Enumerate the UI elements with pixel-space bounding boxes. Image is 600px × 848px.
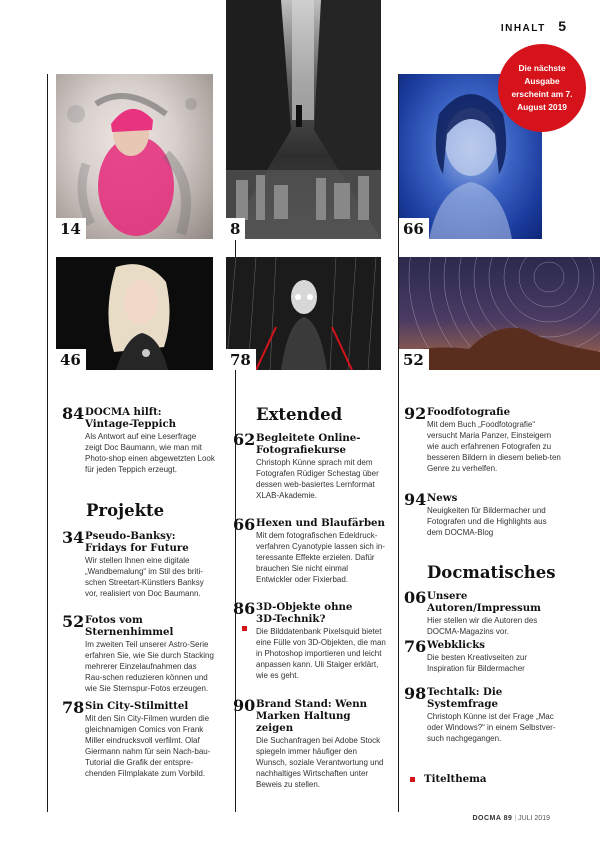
entry-description: Christoph Künne sprach mit dem Fotografen Rüdiger Schestag über dessen web-basiertes Lernformat XLAB-Akademie. xyxy=(256,458,379,500)
next-issue-text: Die nächste Ausgabe erscheint am 7. August 2019 xyxy=(511,63,573,112)
footer-magazine: DOCMA 89 xyxy=(472,815,513,822)
photo-page-number: 8 xyxy=(226,218,245,239)
running-header xyxy=(501,18,566,36)
toc-entry[interactable] xyxy=(62,406,222,475)
entry-title: Fotos vom Sternenhimmel xyxy=(85,614,174,638)
entry-title: Hexen und Blaufärben xyxy=(256,517,385,529)
photo-page-number: 14 xyxy=(56,218,86,239)
next-issue-badge xyxy=(498,44,586,132)
entry-description: Mit den Sin City-Filmen wurden die gleichnamigen Comics von Frank Miller eindrucksvoll verfilmt. Olaf Giermann nahm für sein Nach-bau-Tutorial die Grafik der entspre-chenden Filmplakate zum Vorbild. xyxy=(85,714,211,778)
photo-city-alley xyxy=(226,0,381,239)
toc-entry[interactable] xyxy=(404,686,574,744)
entry-title: 3D-Objekte ohne 3D-Technik? xyxy=(256,601,353,625)
entry-title: News xyxy=(427,492,458,504)
toc-entry[interactable] xyxy=(62,614,222,694)
entry-description: Wir stellen Ihnen eine digitale „Wandbemalung“ im Stil des briti-schen Streetart-Künstlers Banksy vor, realisiert von Doc Baumann. xyxy=(85,556,204,598)
woman-pink-beanie-illustration xyxy=(56,74,213,239)
footer xyxy=(472,815,550,822)
toc-entry[interactable] xyxy=(233,601,393,681)
section-heading-docmatisches: Docmatisches xyxy=(427,563,556,582)
entry-description: Die Bilddatenbank Pixelsquid bietet eine Fülle von 3D-Objekten, die man in Photoshop importieren und leicht anpassen kann. Uli Staiger erklärt, wie es geht. xyxy=(256,627,386,680)
footer-date: JULI 2019 xyxy=(518,815,550,822)
toc-entry[interactable] xyxy=(404,590,574,637)
toc-entry[interactable] xyxy=(404,492,574,538)
entry-page-number: 66 xyxy=(233,515,256,534)
entry-description: Im zweiten Teil unserer Astro-Serie erfahren Sie, wie Sie durch Stacking mehrerer Einzelaufnahmen das Rau-schen reduzieren können und wie Sie Sternspur-Fotos erzeugen. xyxy=(85,640,214,693)
city-alley-illustration xyxy=(226,0,381,239)
legend-titelthema xyxy=(410,773,486,785)
entry-title: Brand Stand: Wenn Marken Haltung zeigen xyxy=(256,698,368,734)
entry-page-number: 76 xyxy=(404,637,427,656)
entry-page-number: 78 xyxy=(62,698,85,717)
photo-page-number: 66 xyxy=(399,218,429,239)
page-number: 5 xyxy=(558,18,566,34)
entry-description: Mit dem Buch „Foodfotografie“ versucht Maria Panzer, Einsteigern wie auch erfahrenen Fotografen zu besseren Bildern in diesem belieb-ten Genre zu verhelfen. xyxy=(427,420,561,473)
section-heading-extended: Extended xyxy=(256,405,343,424)
photo-page-number: 52 xyxy=(399,349,429,370)
entry-page-number: 06 xyxy=(404,588,427,607)
entry-title: Begleitete Online-Fotografiekurse xyxy=(256,432,361,456)
section-label: INHALT xyxy=(500,23,546,34)
toc-entry[interactable] xyxy=(233,698,393,790)
toc-entry[interactable] xyxy=(62,700,222,779)
entry-description: Christoph Künne ist der Frage „Mac oder Windows?“ in einem Selbstver-such nachgegangen. xyxy=(427,712,556,743)
entry-title: Techtalk: Die Systemfrage xyxy=(427,686,503,710)
toc-entry[interactable] xyxy=(233,432,393,501)
entry-page-number: 94 xyxy=(404,490,427,509)
star-trails-illustration xyxy=(399,257,600,370)
entry-description: Die Suchanfragen bei Adobe Stock spiegeln immer häufiger den Wunsch, soziale Verantwortung und nachhaltiges Wirtschaften unter Beweis zu stellen. xyxy=(256,736,384,789)
photo-star-trails xyxy=(399,257,600,370)
photo-woman-pink-beanie xyxy=(56,74,213,239)
photo-blonde-portrait xyxy=(56,257,213,370)
entry-title: Pseudo-Banksy: Fridays for Future xyxy=(85,530,189,554)
entry-description: Als Antwort auf eine Leserfrage zeigt Doc Baumann, wie man mit Photo-shop einen abgewetzten Look für jeden Teppich erzeugt. xyxy=(85,432,215,474)
entry-description: Neuigkeiten für Bildermacher und Fotografen und die Highlights aus dem DOCMA-Blog xyxy=(427,506,547,537)
entry-description: Hier stellen wir die Autoren des DOCMA-Magazins vor. xyxy=(427,616,538,636)
toc-entry[interactable] xyxy=(404,639,574,674)
entry-title: Unsere Autoren/Impressum xyxy=(427,590,541,614)
titelthema-marker xyxy=(242,626,247,631)
photo-page-number: 46 xyxy=(56,349,86,370)
toc-entry[interactable] xyxy=(404,406,574,474)
legend-label: Titelthema xyxy=(424,773,487,785)
entry-title: Webklicks xyxy=(427,639,486,651)
toc-entry[interactable] xyxy=(233,517,393,585)
entry-page-number: 92 xyxy=(404,404,427,423)
entry-title: DOCMA hilft: Vintage-Teppich xyxy=(85,406,177,430)
entry-page-number: 84 xyxy=(62,404,85,423)
entry-title: Sin City-Stilmittel xyxy=(85,700,189,712)
entry-page-number: 86 xyxy=(233,599,256,618)
section-heading-projekte: Projekte xyxy=(86,501,165,520)
entry-page-number: 98 xyxy=(404,684,427,703)
legend-marker xyxy=(410,777,415,782)
entry-page-number: 52 xyxy=(62,612,85,631)
entry-page-number: 90 xyxy=(233,696,256,715)
toc-entry[interactable] xyxy=(62,530,222,599)
entry-title: Foodfotografie xyxy=(427,406,511,418)
entry-page-number: 62 xyxy=(233,430,256,449)
entry-description: Die besten Kreativseiten zur Inspiration für Bildermacher xyxy=(427,653,528,673)
photo-page-number: 78 xyxy=(226,349,256,370)
footer-separator: | xyxy=(514,815,519,822)
entry-page-number: 34 xyxy=(62,528,85,547)
column-rule-left xyxy=(47,74,48,812)
entry-description: Mit dem fotografischen Edeldruck-verfahren Cyanotypie lassen sich in-teressante Effekte erzielen. Dafür brauchen Sie nicht einmal Entwickler oder Fixierbad. xyxy=(256,531,385,584)
photo-sin-city-poster xyxy=(226,257,381,370)
